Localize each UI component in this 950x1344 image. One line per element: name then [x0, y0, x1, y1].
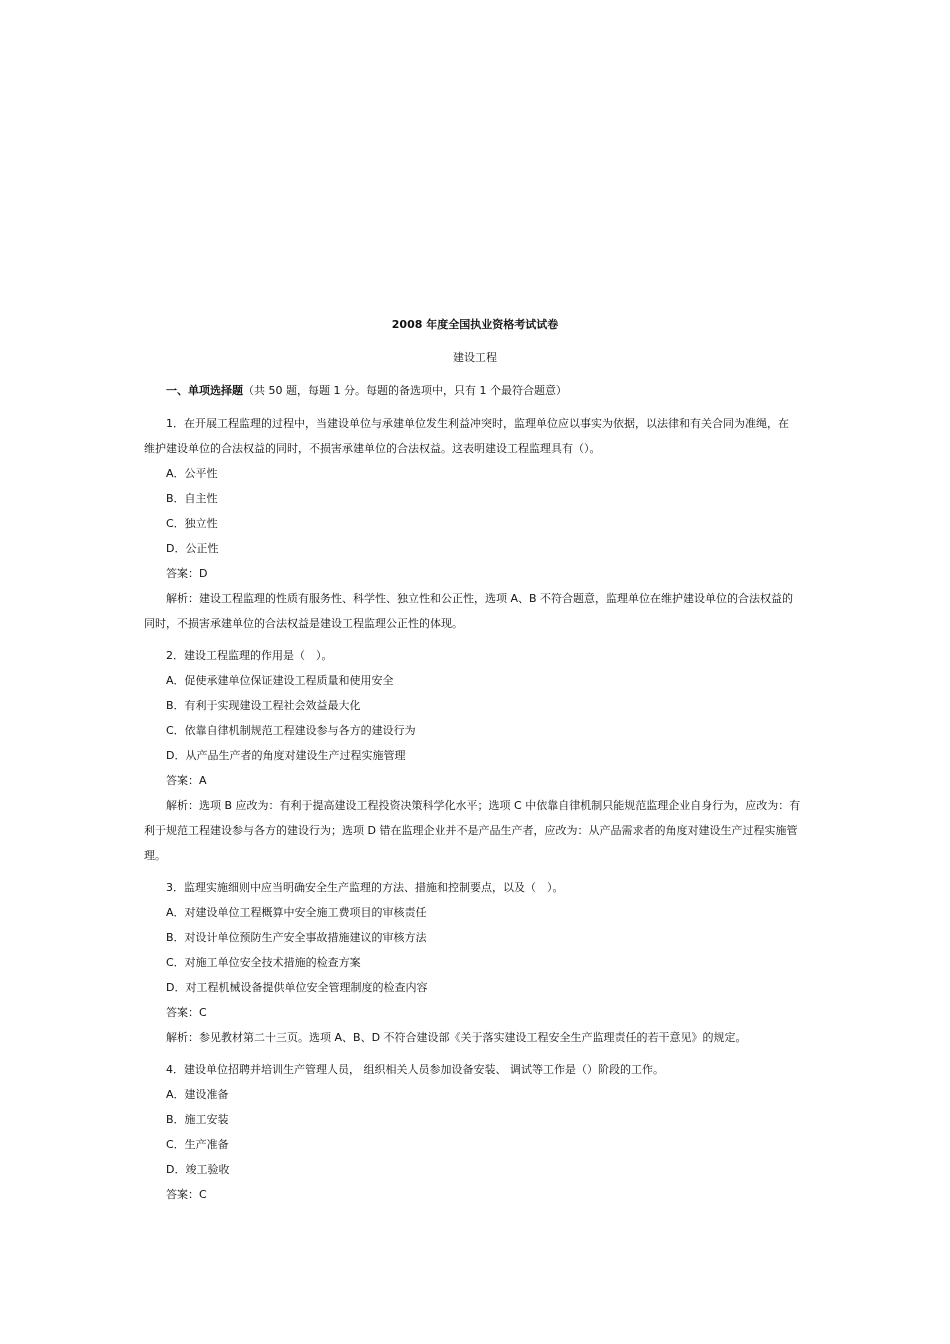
question-1-analysis-line-1: 解析：建设工程监理的性质有服务性、科学性、独立性和公正性，选项 A、B 不符合题意，监理单位在维护建设单位的合法权益的 — [166, 592, 794, 605]
question-1-option-a: A．公平性 — [166, 467, 218, 480]
question-3-option-d: D．对工程机械设备提供单位安全管理制度的检查内容 — [166, 981, 428, 994]
question-2-analysis-line-2: 利于规范工程建设参与各方的建设行为；选项 D 错在监理企业并不是产品生产者，应改为：从产品需求者的角度对建设生产过程实施管 — [144, 824, 798, 837]
question-1-analysis-line-2: 同时，不损害承建单位的合法权益是建设工程监理公正性的体现。 — [144, 617, 463, 630]
question-3-option-b: B．对设计单位预防生产安全事故措施建议的审核方法 — [166, 931, 427, 944]
question-2-analysis-line-1: 解析：选项 B 应改为：有利于提高建设工程投资决策科学化水平；选项 C 中依靠自律机制只能规范监理企业自身行为，应改为：有 — [166, 799, 801, 812]
question-4-answer: 答案：C — [166, 1188, 207, 1201]
question-2-analysis-line-3: 理。 — [144, 849, 166, 862]
question-1-option-c: C．独立性 — [166, 517, 218, 530]
question-3-option-c: C．对施工单位安全技术措施的检查方案 — [166, 956, 361, 969]
question-2-answer: 答案：A — [166, 774, 207, 787]
question-4-option-b: B．施工安装 — [166, 1113, 229, 1126]
question-2-option-d: D．从产品生产者的角度对建设生产过程实施管理 — [166, 749, 406, 762]
question-2-option-b: B．有利于实现建设工程社会效益最大化 — [166, 699, 361, 712]
section-header — [166, 383, 567, 399]
question-2-option-a: A．促使承建单位保证建设工程质量和使用安全 — [166, 674, 394, 687]
question-1-stem-line-1: 1．在开展工程监理的过程中，当建设单位与承建单位发生利益冲突时，监理单位应以事实为依据，以法律和有关合同为准绳，在 — [166, 417, 789, 430]
question-1-option-b: B．自主性 — [166, 492, 218, 505]
section-note: （共 50 题，每题 1 分。每题的备选项中，只有 1 个最符合题意） — [243, 384, 567, 397]
question-1-option-d: D．公正性 — [166, 542, 219, 555]
question-3-answer: 答案：C — [166, 1006, 207, 1019]
question-1-stem-line-2: 维护建设单位的合法权益的同时，不损害承建单位的合法权益。这表明建设工程监理具有（）。 — [144, 442, 601, 455]
question-4-option-a: A．建设准备 — [166, 1088, 229, 1101]
document-subtitle: 建设工程 — [453, 351, 497, 364]
question-4-option-c: C．生产准备 — [166, 1138, 229, 1151]
question-4-option-d: D．竣工验收 — [166, 1163, 230, 1176]
question-3-stem: 3．监理实施细则中应当明确安全生产监理的方法、措施和控制要点，以及（ ）。 — [166, 881, 564, 894]
question-3-analysis-line-1: 解析：参见教材第二十三页。选项 A、B、D 不符合建设部《关于落实建设工程安全生产监理责任的若干意见》的规定。 — [166, 1031, 747, 1044]
question-3-option-a: A．对建设单位工程概算中安全施工费项目的审核责任 — [166, 906, 427, 919]
question-2-stem: 2．建设工程监理的作用是（ ）。 — [166, 649, 333, 662]
document-title: 2008 年度全国执业资格考试试卷 — [391, 318, 559, 331]
question-4-stem: 4．建设单位招聘并培训生产管理人员， 组织相关人员参加设备安装、 调试等工作是（）阶段的工作。 — [166, 1063, 664, 1076]
question-2-option-c: C．依靠自律机制规范工程建设参与各方的建设行为 — [166, 724, 416, 737]
question-1-answer: 答案：D — [166, 567, 208, 580]
section-heading: 一、单项选择题 — [166, 384, 243, 397]
